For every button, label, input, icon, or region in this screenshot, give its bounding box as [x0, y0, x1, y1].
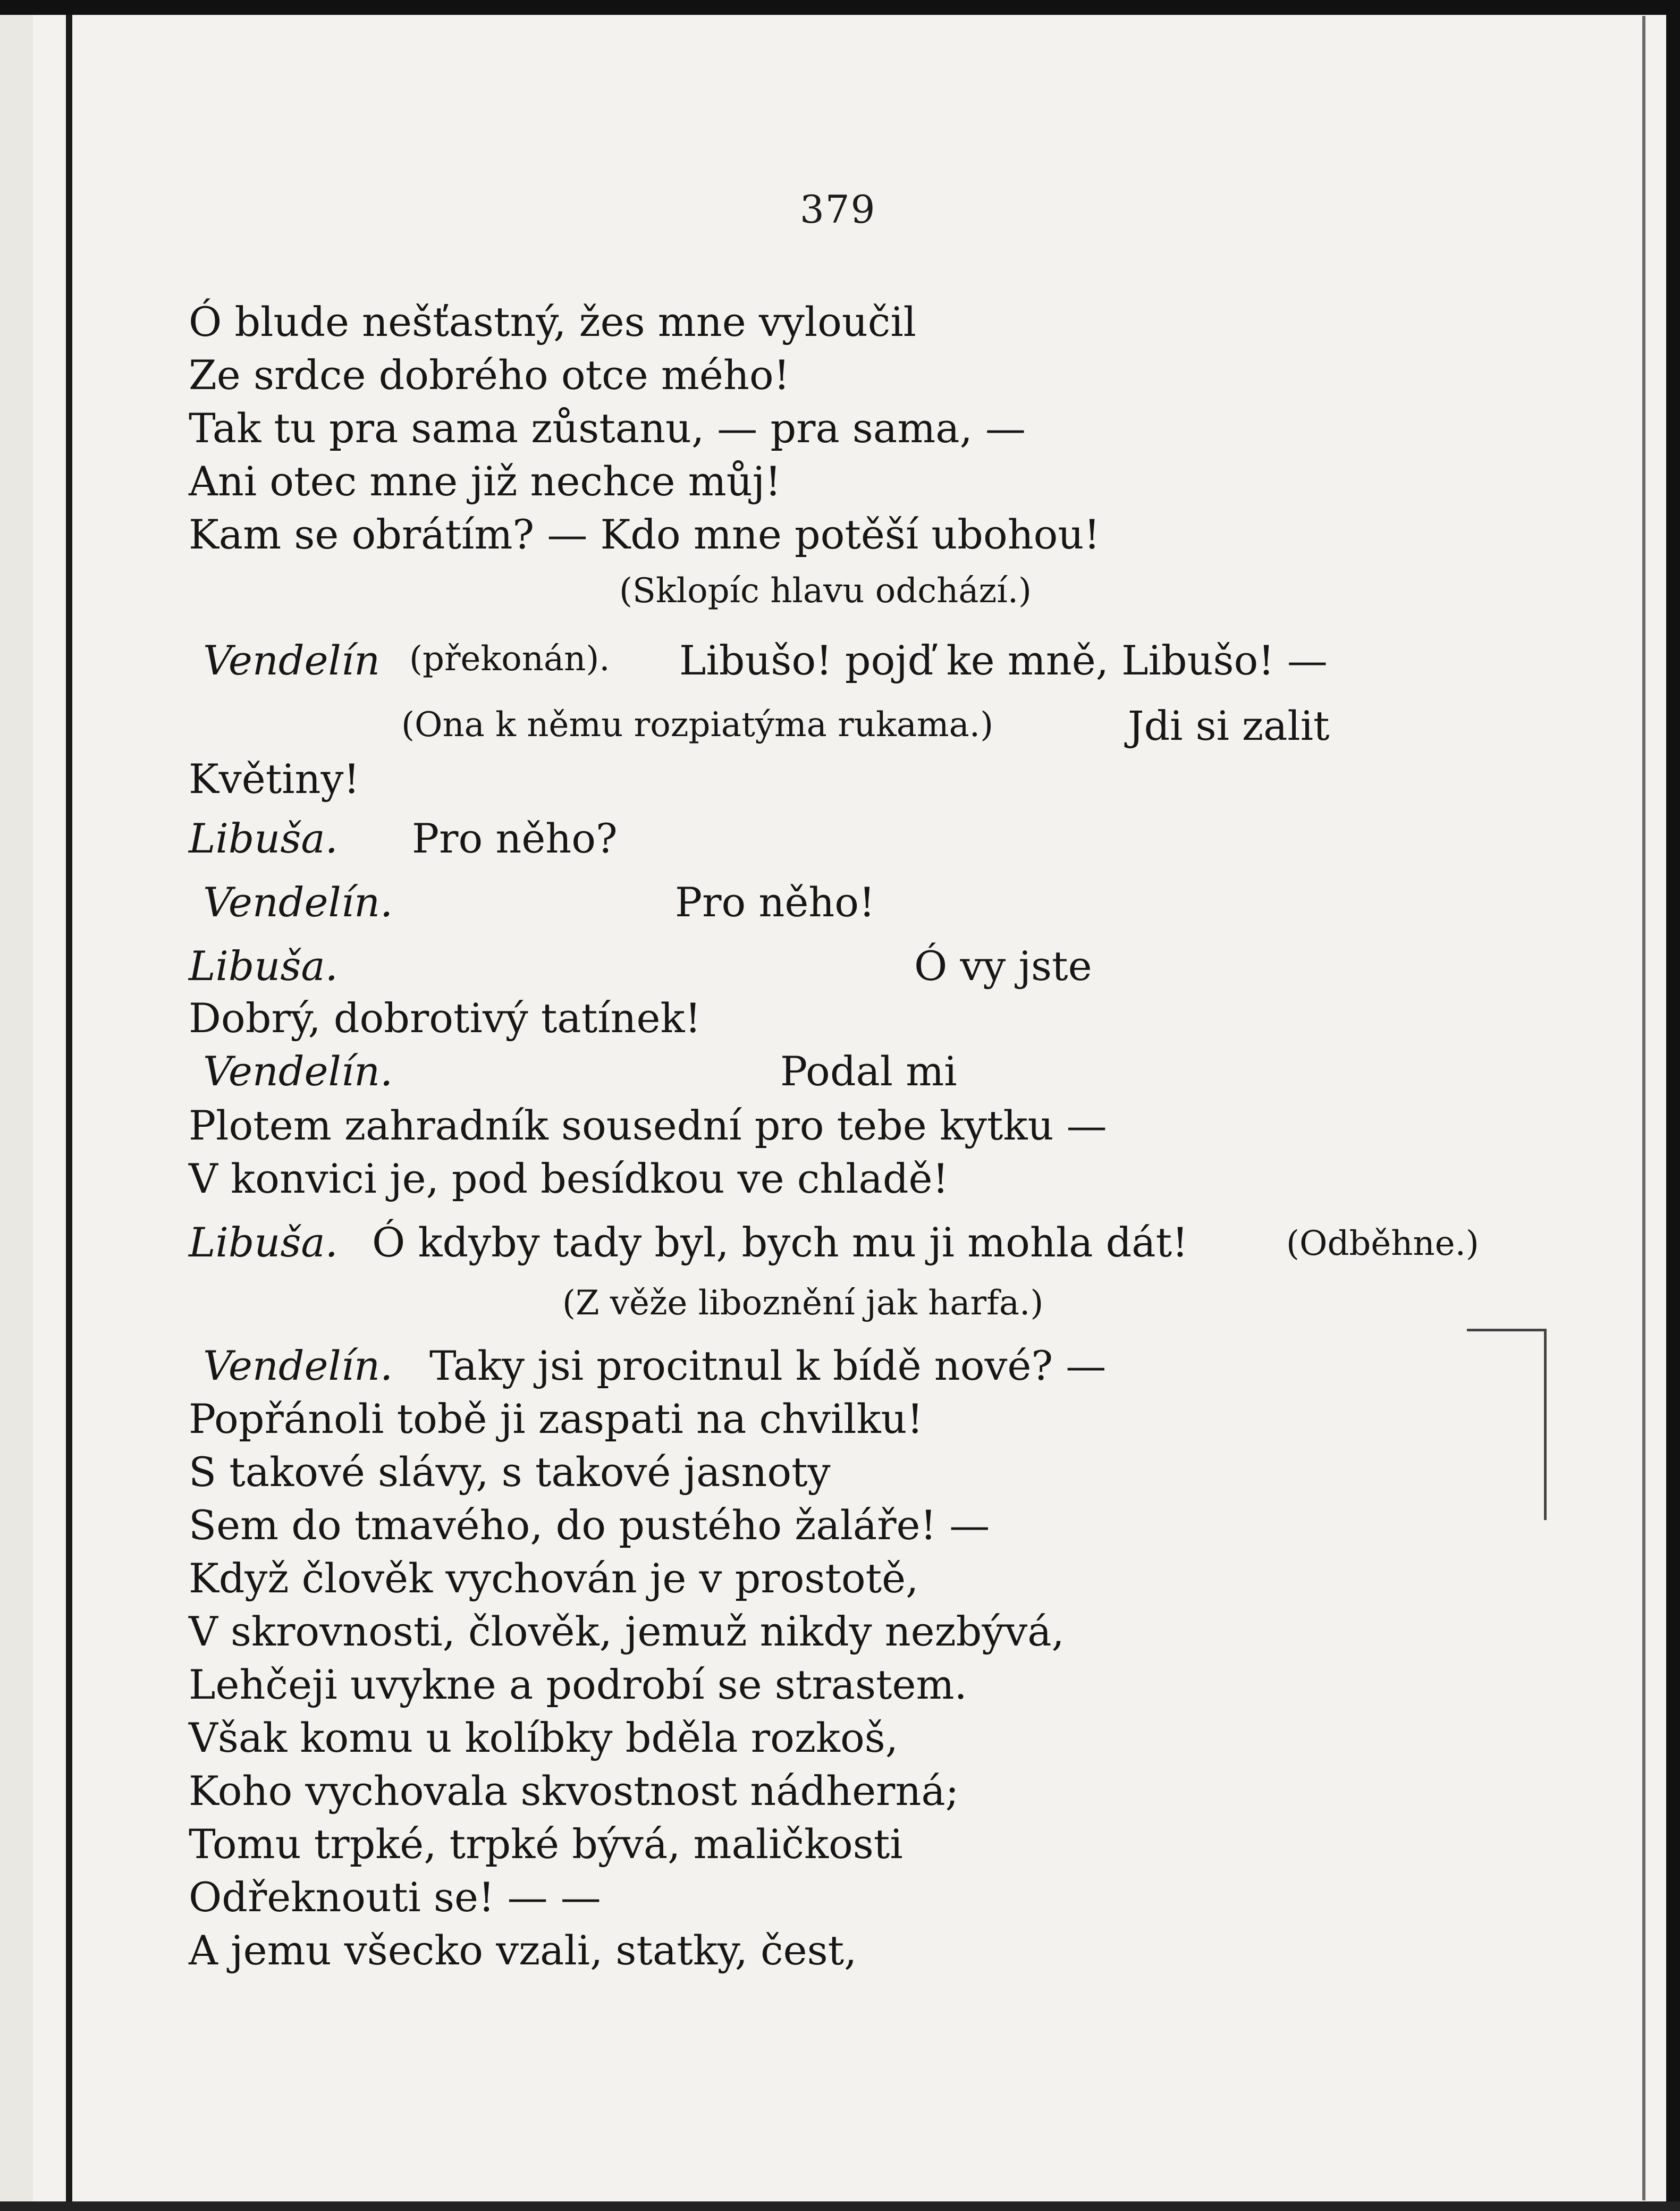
verse-line: Květiny! — [189, 755, 360, 803]
scan-border-right — [1666, 0, 1680, 2211]
stage-direction: (Ona k němu rozpiatýma rukama.) — [401, 705, 994, 745]
speaker-name: Libuša. — [189, 815, 338, 862]
verse-line: Sem do tmavého, do pustého žaláře! — — [189, 1501, 990, 1549]
page-left-edge — [0, 0, 33, 2211]
verse-line: S takové slávy, s takové jasnoty — [189, 1448, 831, 1496]
scan-border-top — [0, 0, 1680, 15]
verse-line: Však komu u kolíbky bděla rozkoš, — [189, 1714, 898, 1761]
speaker-name: Libuša. — [189, 942, 338, 990]
speaker-name: Vendelín. — [203, 1048, 393, 1095]
page-right-edge-line — [1642, 16, 1645, 2200]
stage-direction: (Sklopíc hlavu odchází.) — [619, 571, 1032, 611]
verse-line: Dobrý, dobrotivý tatínek! — [189, 994, 702, 1042]
verse-line: Popřánoli tobě ji zaspati na chvilku! — [189, 1395, 924, 1442]
verse-line: Když člověk vychován je v prostotě, — [189, 1555, 919, 1602]
verse-line: Ó kdyby tady byl, bych mu ji mohla dát! — [372, 1219, 1188, 1266]
verse-line: Pro něho! — [675, 879, 875, 926]
verse-line: Lehčeji uvykne a podrobí se strastem. — [189, 1661, 967, 1708]
verse-line: Tomu trpké, trpké bývá, maličkosti — [189, 1820, 903, 1868]
verse-line: V konvici je, pod besídkou ve chladě! — [189, 1155, 949, 1202]
verse-line: Kam se obrátím? — Kdo mne potěší ubohou! — [189, 511, 1100, 558]
verse-line: Tak tu pra sama zůstanu, — pra sama, — — [189, 404, 1026, 452]
stage-direction: (Z věže liboznění jak harfa.) — [562, 1284, 1044, 1323]
binding-edge-line — [66, 11, 72, 2211]
scan-border-bottom — [0, 2201, 1680, 2211]
verse-line: Koho vychovala skvostnost nádherná; — [189, 1767, 959, 1815]
stage-direction: (překonán). — [409, 639, 610, 679]
verse-line: Pro něho? — [412, 815, 618, 862]
verse-line: Ó vy jste — [914, 942, 1092, 990]
verse-line: Jdi si zalit — [1128, 702, 1330, 749]
verse-line: Ze srdce dobrého otce mého! — [189, 351, 790, 399]
speaker-name: Libuša. — [189, 1219, 338, 1266]
speaker-name: Vendelín. — [203, 1342, 393, 1389]
bleed-through-mark-vertical — [1544, 1329, 1547, 1520]
verse-line: Ó blude nešťastný, žes mne vyloučil — [189, 298, 916, 345]
stage-direction: (Odběhne.) — [1286, 1224, 1479, 1263]
speaker-name: Vendelín. — [203, 879, 393, 926]
verse-line: Ani otec mne již nechce můj! — [189, 458, 781, 505]
verse-line: Taky jsi procitnul k bídě nové? — — [429, 1342, 1107, 1389]
speaker-name: Vendelín — [203, 637, 381, 684]
verse-line: A jemu všecko vzali, statky, čest, — [189, 1927, 857, 1974]
bleed-through-mark — [1467, 1329, 1547, 1331]
verse-line: V skrovnosti, člověk, jemuž nikdy nezbývá, — [189, 1608, 1065, 1655]
verse-line: Podal mi — [780, 1048, 957, 1095]
verse-line: Libušo! pojď ke mně, Libušo! — — [679, 637, 1328, 684]
page-number: 379 — [800, 187, 876, 232]
verse-line: Odřeknouti se! — — — [189, 1874, 601, 1921]
verse-line: Plotem zahradník sousední pro tebe kytku — — [189, 1102, 1107, 1149]
